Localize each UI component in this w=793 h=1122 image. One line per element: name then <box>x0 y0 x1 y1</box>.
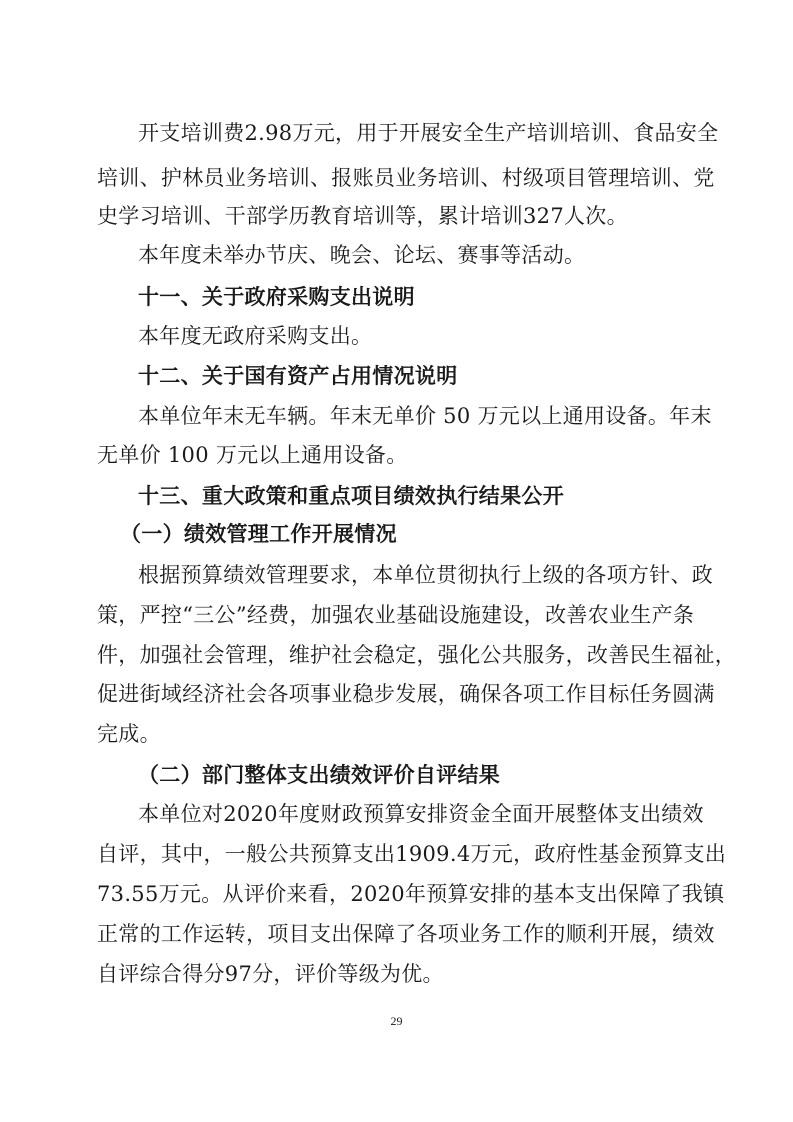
paragraph-assets-line-2: 无单价 100 万元以上通用设备。 <box>97 443 408 467</box>
paragraph-performance-line-4: 促进街域经济社会各项事业稳步发展，确保各项工作目标任务圆满 <box>97 682 715 706</box>
paragraph-training-line-2: 培训、护林员业务培训、报账员业务培训、村级项目管理培训、党 <box>97 166 715 190</box>
heading-section-13: 十三、重大政策和重点项目绩效执行结果公开 <box>138 483 564 508</box>
paragraph-performance-line-1: 根据预算绩效管理要求，本单位贯彻执行上级的各项方针、政 <box>138 563 714 587</box>
paragraph-evaluation-line-2: 自评，其中，一般公共预算支出1909.4万元，政府性基金预算支出 <box>97 842 727 866</box>
paragraph-assets-line-1: 本单位年末无车辆。年末无单价 50 万元以上通用设备。年末 <box>138 404 712 428</box>
paragraph-evaluation-line-5: 自评综合得分97分，评价等级为优。 <box>97 962 444 986</box>
paragraph-performance-line-2: 策，严控“三公”经费，加强农业基础设施建设，改善农业生产条 <box>97 603 695 627</box>
paragraph-events: 本年度未举办节庆、晚会、论坛、赛事等活动。 <box>138 243 586 267</box>
paragraph-evaluation-line-4: 正常的工作运转，项目支出保障了各项业务工作的顺利开展，绩效 <box>97 922 715 946</box>
paragraph-performance-line-3: 件，加强社会管理，维护社会稳定，强化公共服务，改善民生福祉， <box>97 643 736 667</box>
paragraph-performance-line-5: 完成。 <box>97 722 161 746</box>
paragraph-training-line-3: 史学习培训、干部学历教育培训等，累计培训327人次。 <box>97 204 628 228</box>
subheading-13-1: （一）绩效管理工作开展情况 <box>120 521 397 546</box>
paragraph-procurement: 本年度无政府采购支出。 <box>138 324 373 348</box>
paragraph-training-line-1: 开支培训费2.98万元，用于开展安全生产培训培训、食品安全 <box>138 121 719 145</box>
subheading-13-2: （二）部门整体支出绩效评价自评结果 <box>138 762 501 787</box>
page-number: 29 <box>390 1014 403 1028</box>
heading-section-11: 十一、关于政府采购支出说明 <box>138 284 415 309</box>
heading-section-12: 十二、关于国有资产占用情况说明 <box>138 363 458 388</box>
paragraph-evaluation-line-3: 73.55万元。从评价来看，2020年预算安排的基本支出保障了我镇 <box>97 882 725 906</box>
paragraph-evaluation-line-1: 本单位对2020年度财政预算安排资金全面开展整体支出绩效 <box>138 802 704 826</box>
